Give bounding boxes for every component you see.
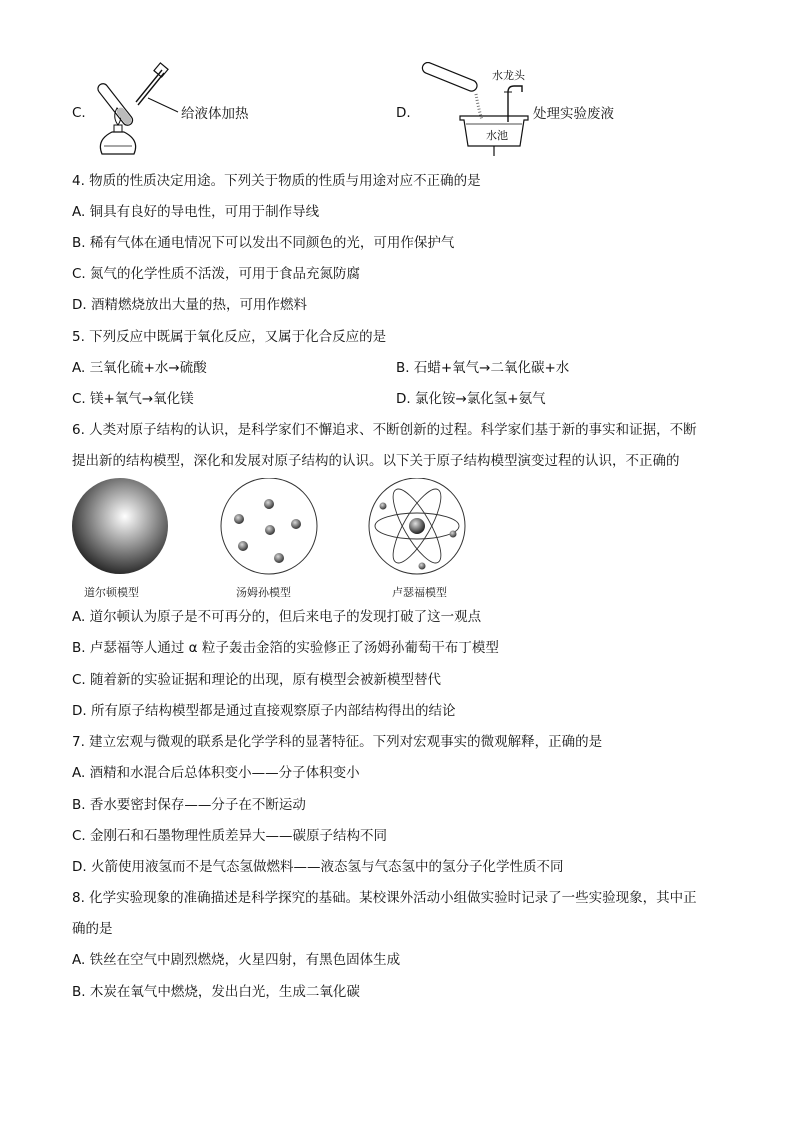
q4-option-c: C. 氮气的化学性质不活泼，可用于食品充氮防腐 (72, 266, 361, 282)
sink-label: 水池 (486, 129, 508, 142)
q7-option-c: C. 金刚石和石墨物理性质差异大——碳原子结构不同 (72, 828, 388, 844)
heating-liquid-figure (90, 62, 182, 162)
q8-stem-line2: 确的是 (72, 921, 113, 937)
q5-option-d: D. 氯化铵→氯化氢+氨气 (396, 391, 546, 407)
q4-option-d: D. 酒精燃烧放出大量的热，可用作燃料 (72, 297, 307, 313)
q4-option-a: A. 铜具有良好的导电性，可用于制作导线 (72, 204, 320, 220)
q5-option-a: A. 三氧化硫+水→硫酸 (72, 360, 207, 376)
q8-option-a: A. 铁丝在空气中剧烈燃烧，火星四射，有黑色固体生成 (72, 952, 401, 968)
caption-dalton-model: 道尔顿模型 (84, 586, 139, 599)
q7-stem: 7. 建立宏观与微观的联系是化学学科的显著特征。下列对宏观事实的微观解释，正确的是 (72, 734, 603, 750)
q8-option-b: B. 木炭在氧气中燃烧，发出白光，生成二氧化碳 (72, 984, 360, 1000)
q6-option-c: C. 随着新的实验证据和理论的出现，原有模型会被新模型替代 (72, 672, 442, 688)
q7-option-a: A. 酒精和水混合后总体积变小——分子体积变小 (72, 765, 360, 781)
q6-stem-line2: 提出新的结构模型，深化和发展对原子结构的认识。以下关于原子结构模型演变过程的认识，不正确的 (72, 453, 680, 469)
q5-stem: 5. 下列反应中既属于氧化反应，又属于化合反应的是 (72, 329, 387, 345)
dalton-model-sphere (72, 478, 168, 574)
q5-option-b: B. 石蜡+氧气→二氧化碳+水 (396, 360, 570, 376)
q6-stem-line1: 6. 人类对原子结构的认识，是科学家们不懈追求、不断创新的过程。科学家们基于新的事实和证据，不断 (72, 422, 697, 438)
q6-option-b: B. 卢瑟福等人通过 α 粒子轰击金箔的实验修正了汤姆孙葡萄干布丁模型 (72, 640, 499, 656)
caption-thomson-model: 汤姆孙模型 (236, 586, 291, 599)
waste-liquid-figure (416, 62, 532, 160)
q4-stem: 4. 物质的性质决定用途。下列关于物质的性质与用途对应不正确的是 (72, 173, 481, 189)
q7-option-d: D. 火箭使用液氢而不是气态氢做燃料——液态氢与气态氢中的氢分子化学性质不同 (72, 859, 564, 875)
tap-label: 水龙头 (492, 69, 525, 82)
q4-option-b: B. 稀有气体在通电情况下可以发出不同颜色的光，可用作保护气 (72, 235, 455, 251)
q6-option-d: D. 所有原子结构模型都是通过直接观察原子内部结构得出的结论 (72, 703, 456, 719)
atom-models-figure (70, 478, 470, 588)
q5-option-c: C. 镁+氧气→氧化镁 (72, 391, 194, 407)
caption-rutherford-model: 卢瑟福模型 (392, 586, 447, 599)
q3-option-d-caption: 处理实验废液 (533, 106, 614, 122)
q3-option-c-letter: C. (72, 105, 86, 121)
q8-stem-line1: 8. 化学实验现象的准确描述是科学探究的基础。某校课外活动小组做实验时记录了一些实验现象，其中正 (72, 890, 697, 906)
q6-option-a: A. 道尔顿认为原子是不可再分的，但后来电子的发现打破了这一观点 (72, 609, 482, 625)
q3-option-c-caption: 给液体加热 (181, 106, 249, 122)
q7-option-b: B. 香水要密封保存——分子在不断运动 (72, 797, 306, 813)
q3-option-d-letter: D. (396, 105, 411, 121)
